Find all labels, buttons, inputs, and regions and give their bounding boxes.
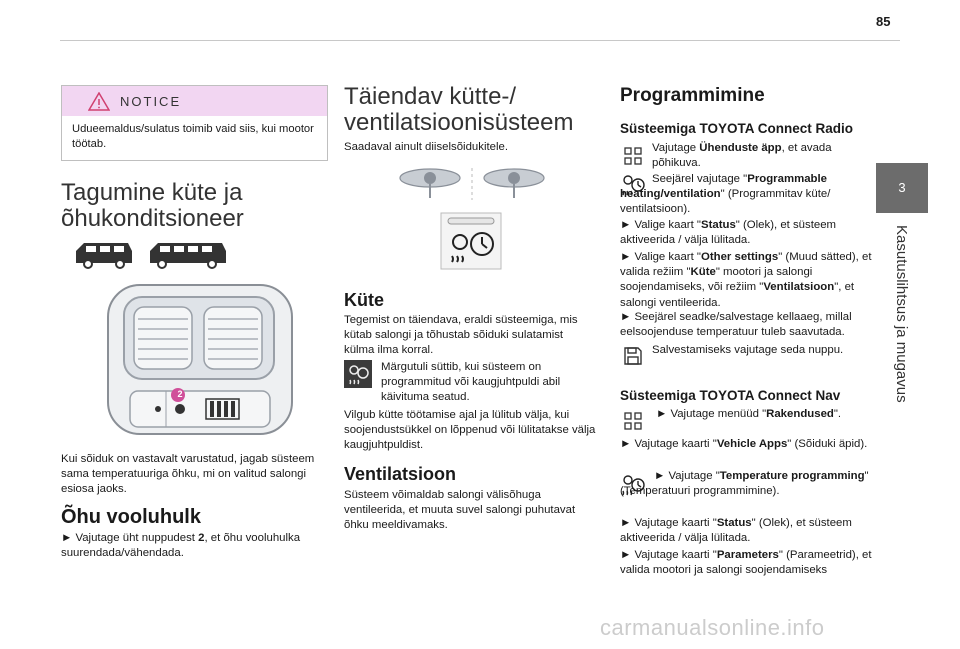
radio-heading: Süsteemiga TOYOTA Connect Radio bbox=[620, 121, 854, 136]
chapter-tab[interactable]: 3 bbox=[876, 163, 928, 213]
steering-wheel-icons bbox=[392, 166, 552, 202]
notice-text: Udueemaldus/sulatus toimib vaid siis, kui mootor töötab. bbox=[72, 123, 314, 150]
radio-step-6: Salvestamiseks vajutage seda nuppu. bbox=[652, 344, 844, 356]
header-rule bbox=[60, 40, 900, 41]
notice-title: NOTICE bbox=[120, 94, 182, 109]
apps-grid-icon bbox=[622, 145, 644, 167]
nav-step-3: ► Vajutage "Temperature programming" (Temperatuuri programmimine). bbox=[620, 469, 872, 499]
airflow-heading: Õhu vooluhulk bbox=[61, 506, 201, 528]
nav-step-1: ► Vajutage menüüd "Rakendused". bbox=[656, 407, 872, 422]
warning-icon bbox=[88, 92, 110, 111]
chapter-title: Kasutuslihtsus ja mugavus bbox=[893, 225, 910, 403]
nav-step-5: ► Vajutage kaarti "Parameters" (Parameetrid), et valida mootori ja salongi soojendamiseks bbox=[620, 548, 872, 578]
callout-2: 2 bbox=[177, 389, 183, 399]
heating-text-1: Tegemist on täiendava, eraldi süsteemiga, mis kütab salongi ja tõhustab sõiduki sulatamist külma ilma korral. bbox=[344, 314, 578, 357]
aux-heating-heading: Täiendav kütte-/ ventilatsioonisüsteem bbox=[344, 83, 574, 136]
page-number: 85 bbox=[876, 14, 891, 29]
rear-heating-caption: Kui sõiduk on vastavalt varustatud, jagab süsteem sama temperatuuriga õhku, mi on valitud salongi esiosa jaoks. bbox=[61, 453, 315, 496]
programming-heading: Programmimine bbox=[620, 85, 765, 106]
heating-text-3: Vilgub kütte töötamise ajal ja lülitub välja, kui soojendustsükkel on lõppenud või lülitatakse välja kaugjuhtpuldist. bbox=[344, 409, 596, 452]
ventilation-text: Süsteem võimaldab salongi välisõhuga ventileerida, et muuta suvel salongi puhutavat õhku meeldivamaks. bbox=[344, 489, 576, 532]
radio-step-2: Seejärel vajutage "Programmable heating/ventilation" (Programmitav küte/ ventilatsioon). bbox=[620, 173, 831, 216]
rear-heating-heading: Tagumine küte ja õhukonditsioneer bbox=[61, 179, 244, 232]
apps-grid-icon-nav bbox=[622, 410, 644, 432]
nav-step-4: ► Vajutage kaarti "Status" (Olek), et süsteem aktiveerida / välja lülitada. bbox=[620, 516, 872, 546]
heating-text-2: Märgutuli süttib, kui süsteem on programmitud või kaugjuhtpuldi abil käivituma seatud. bbox=[381, 361, 561, 404]
radio-step-1: Vajutage Ühenduste äpp, et avada põhikuva. bbox=[652, 142, 832, 170]
indicator-lamp-icon bbox=[344, 360, 372, 388]
heater-timer-icon bbox=[440, 212, 502, 270]
notice-box bbox=[61, 85, 328, 161]
rear-vent-panel-illustration bbox=[100, 283, 300, 436]
notice-header bbox=[62, 86, 327, 116]
nav-heading: Süsteemiga TOYOTA Connect Nav bbox=[620, 388, 841, 403]
ventilation-heading: Ventilatsioon bbox=[344, 464, 457, 484]
aux-heating-intro: Saadaval ainult diiselsõidukitele. bbox=[344, 141, 509, 153]
vehicle-icons bbox=[72, 239, 232, 269]
radio-step-5: ► Seejärel seadke/salvestage kellaaeg, millal eelsoojenduse temperatuur tuleb saavutada. bbox=[620, 310, 872, 340]
airflow-text: ► Vajutage üht nuppudest 2, et õhu vooluhulka suurendada/vähendada. bbox=[61, 531, 329, 561]
save-icon bbox=[622, 345, 644, 367]
radio-step-3: ► Valige kaart "Status" (Olek), et süsteem aktiveerida / välja lülitada. bbox=[620, 218, 872, 248]
watermark: carmanualsonline.info bbox=[600, 615, 825, 640]
nav-step-2: ► Vajutage kaarti "Vehicle Apps" (Sõiduki äpid). bbox=[620, 437, 872, 452]
heating-heading: Küte bbox=[344, 290, 384, 310]
radio-step-4: ► Valige kaart "Other settings" (Muud sätted), et valida režiim "Küte" mootori ja salongi soojendamiseks, või režiim "Ventilatsioon", et salongi ventileerida. bbox=[620, 250, 872, 311]
